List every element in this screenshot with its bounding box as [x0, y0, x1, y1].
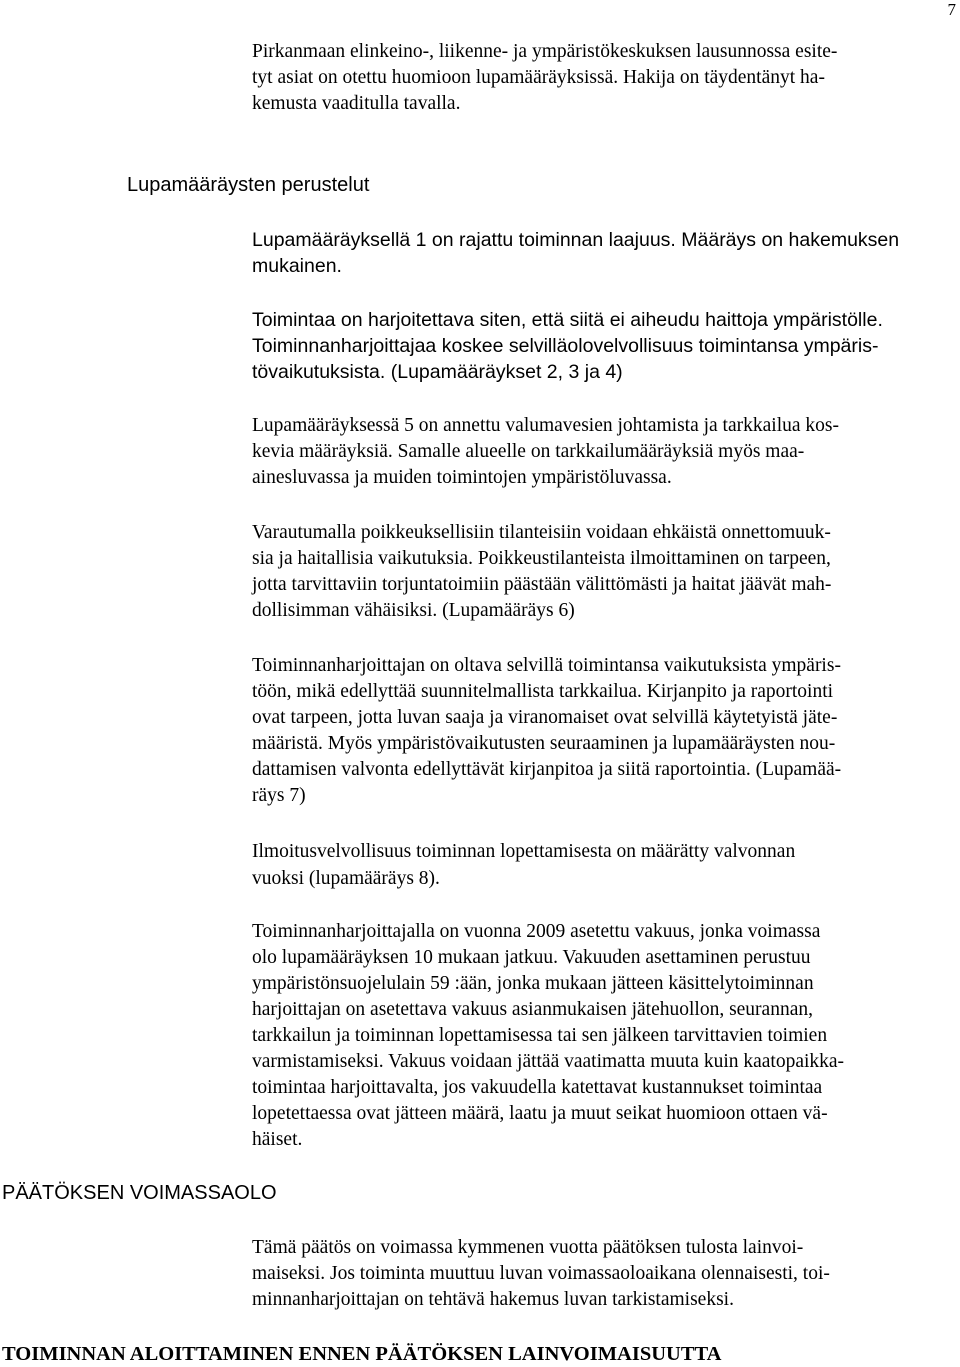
text-line: harjoittajan on asetettava vakuus asianmukaisen jätehuollon, seurannan, [252, 999, 813, 1020]
text-line: kemusta vaaditulla tavalla. [252, 93, 461, 114]
text-line: olo lupamääräyksen 10 mukaan jatkuu. Vakuuden asettaminen perustuu [252, 947, 811, 968]
section-heading-voimassaolo: PÄÄTÖKSEN VOIMASSAOLO [2, 1182, 277, 1204]
text-line: toimintaa harjoittavalta, jos vakuudella katettavat kustannukset toimintaa [252, 1077, 823, 1098]
text-line: jotta tarvittaviin torjuntatoimiin päästään välittömästi ja haitat jäävät mah- [252, 574, 832, 595]
text-line: minnanharjoittajan on tehtävä hakemus luvan tarkistamiseksi. [252, 1289, 734, 1310]
text-line: kevia määräyksiä. Samalle alueelle on tarkkailumääräyksiä myös maa- [252, 441, 805, 462]
text-line: tövaikutuksista. (Lupamääräykset 2, 3 ja 4) [252, 361, 623, 383]
text-line: töön, mikä edellyttää suunnitelmallista tarkkailua. Kirjanpito ja raportointi [252, 681, 834, 702]
text-line: lopetettaessa ovat jätteen määrä, laatu ja muut seikat huomioon ottaen vä- [252, 1103, 828, 1124]
text-line: ovat tarpeen, jotta luvan saaja ja viranomaiset ovat selvillä käytetyistä jäte- [252, 707, 838, 728]
text-line: vuoksi (lupamääräys 8). [252, 868, 440, 889]
text-line: dollisimman vähäisiksi. (Lupamääräys 6) [252, 600, 575, 621]
text-line: Pirkanmaan elinkeino-, liikenne- ja ympäristökeskuksen lausunnossa esite- [252, 41, 838, 62]
text-line: Toiminnanharjoittajaa koskee selvilläolovelvollisuus toimintansa ympäris- [252, 335, 879, 357]
text-line: ainesluvassa ja muiden toimintojen ympäristöluvassa. [252, 467, 672, 488]
text-line: Varautumalla poikkeuksellisiin tilanteisiin voidaan ehkäistä onnettomuuk- [252, 522, 831, 543]
page-number: 7 [947, 0, 956, 19]
text-line: tyt asiat on otettu huomioon lupamääräyksissä. Hakija on täydentänyt ha- [252, 67, 825, 88]
text-line: Lupamääräyksellä 1 on rajattu toiminnan laajuus. Määräys on hakemuksen [252, 229, 900, 251]
text-line: räys 7) [252, 785, 306, 806]
text-line: määristä. Myös ympäristövaikutusten seuraaminen ja lupamääräysten nou- [252, 733, 836, 754]
text-line: mukainen. [252, 255, 342, 277]
text-line: Tämä päätös on voimassa kymmenen vuotta päätöksen tulosta lainvoi- [252, 1237, 804, 1258]
text-line: sia ja haitallisia vaikutuksia. Poikkeustilanteista ilmoittaminen on tarpeen, [252, 548, 831, 569]
text-line: Ilmoitusvelvollisuus toiminnan lopettamisesta on määrätty valvonnan [252, 841, 796, 862]
text-line: varmistamiseksi. Vakuus voidaan jättää vaatimatta muuta kuin kaatopaikka- [252, 1051, 845, 1072]
section-heading-aloittaminen: TOIMINNAN ALOITTAMINEN ENNEN PÄÄTÖKSEN LAINVOIMAISUUTTA [2, 1343, 722, 1365]
text-line: häiset. [252, 1129, 303, 1150]
section-heading-perustelut: Lupamääräysten perustelut [127, 174, 370, 196]
text-line: Toiminnanharjoittajan on oltava selvillä toimintansa vaikutuksista ympäris- [252, 655, 841, 676]
text-line: Toimintaa on harjoitettava siten, että siitä ei aiheudu haittoja ympäristölle. [252, 309, 883, 331]
text-line: maiseksi. Jos toiminta muuttuu luvan voimassaoloaikana olennaisesti, toi- [252, 1263, 830, 1284]
text-line: Toiminnanharjoittajalla on vuonna 2009 asetettu vakuus, jonka voimassa [252, 921, 821, 942]
text-line: dattamisen valvonta edellyttävät kirjanpitoa ja siitä raportointia. (Lupamää- [252, 759, 842, 780]
text-line: tarkkailun ja toiminnan lopettamisessa tai sen jälkeen tarvittavien toimien [252, 1025, 828, 1046]
text-line: ympäristönsuojelulain 59 :ään, jonka mukaan jätteen käsittelytoiminnan [252, 973, 814, 994]
text-line: Lupamääräyksessä 5 on annettu valumavesien johtamista ja tarkkailua kos- [252, 415, 839, 436]
